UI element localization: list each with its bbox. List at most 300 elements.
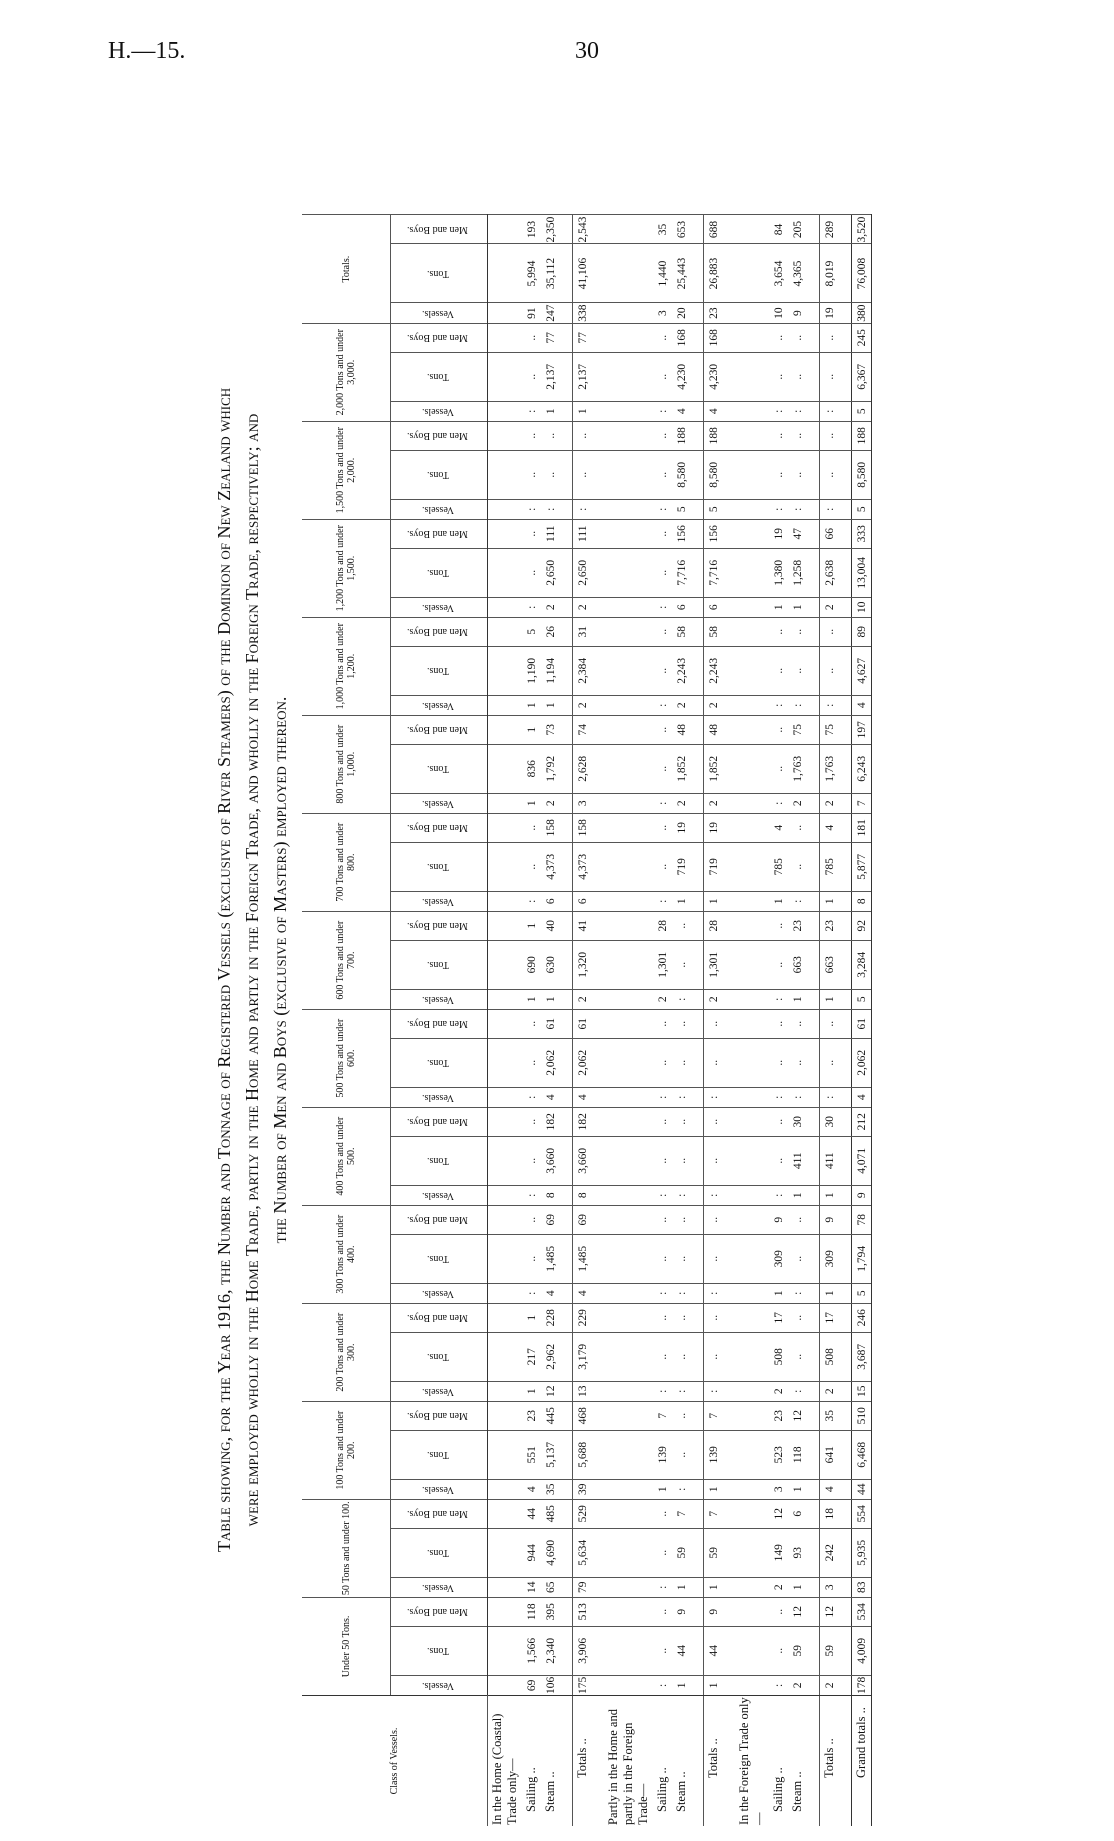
spacer-cell <box>723 1401 735 1430</box>
empty-cell <box>488 215 523 244</box>
table-cell: 26 <box>541 617 560 646</box>
table-cell: 245 <box>852 323 872 352</box>
spacer-cell <box>723 1479 735 1499</box>
spacer-cell <box>691 421 704 450</box>
size-group-header: 50 Tons and under 100. <box>302 1499 391 1597</box>
table-cell: 9 <box>788 303 807 323</box>
table-cell: 508 <box>769 1332 788 1381</box>
spacer-cell <box>807 1401 820 1430</box>
table-cell: .. <box>769 617 788 646</box>
sub-header-tons: Tons. <box>391 1234 488 1283</box>
table-cell: .. <box>522 1107 541 1136</box>
spacer-cell <box>560 1136 573 1185</box>
spacer-cell <box>691 1626 704 1675</box>
empty-cell <box>604 646 653 695</box>
table-cell: 76,008 <box>852 244 872 303</box>
spacer-cell <box>691 744 704 793</box>
table-cell: .. <box>672 1038 691 1087</box>
empty-cell <box>735 1479 769 1499</box>
table-cell: .. <box>788 323 807 352</box>
spacer-cell <box>691 1332 704 1381</box>
empty-cell <box>735 1303 769 1332</box>
spacer-cell <box>592 323 604 352</box>
spacer-cell <box>839 1205 852 1234</box>
spacer-cell <box>691 1205 704 1234</box>
sub-header-vessels: Vessels. <box>391 499 488 519</box>
spacer-cell <box>807 401 820 421</box>
table-cell: 44 <box>522 1499 541 1528</box>
spacer-cell <box>560 1499 573 1528</box>
spacer-cell <box>592 1479 604 1499</box>
table-cell: : <box>820 695 840 715</box>
spacer-cell <box>723 1577 735 1597</box>
spacer-cell <box>839 1185 852 1205</box>
spacer-cell <box>560 813 573 842</box>
empty-cell <box>604 695 653 715</box>
spacer-row <box>560 215 573 1826</box>
spacer-cell <box>807 1303 820 1332</box>
table-cell: 7 <box>852 793 872 813</box>
spacer-cell <box>723 1528 735 1577</box>
table-cell: 1 <box>522 911 541 940</box>
table-cell: 6,468 <box>852 1430 872 1479</box>
table-cell: .. <box>672 1332 691 1381</box>
table-cell: : <box>653 1381 672 1401</box>
spacer-cell <box>723 1675 735 1695</box>
spacer-cell <box>723 989 735 1009</box>
table-cell: 242 <box>820 1528 840 1577</box>
table-cell: 205 <box>788 215 807 244</box>
spacer-cell <box>691 989 704 1009</box>
spacer-cell <box>723 813 735 842</box>
empty-cell <box>735 1136 769 1185</box>
spacer-cell <box>592 1283 604 1303</box>
table-cell: 1 <box>788 597 807 617</box>
table-cell: 118 <box>522 1597 541 1626</box>
spacer-cell <box>807 244 820 303</box>
table-cell: : <box>672 989 691 1009</box>
table-cell: 118 <box>788 1430 807 1479</box>
spacer-cell <box>839 715 852 744</box>
spacer-cell <box>723 352 735 401</box>
sub-header-tons: Tons. <box>391 646 488 695</box>
spacer-cell <box>691 450 704 499</box>
sub-header-men-and-boys: Men and Boys. <box>391 1597 488 1626</box>
spacer-cell <box>691 1038 704 1087</box>
table-row <box>672 215 691 1826</box>
sub-header-tons: Tons. <box>391 940 488 989</box>
spacer-cell <box>807 1675 820 1695</box>
table-cell: 2,243 <box>704 646 724 695</box>
table-cell: .. <box>672 1303 691 1332</box>
sub-header-vessels: Vessels. <box>391 597 488 617</box>
table-cell: .. <box>704 1332 724 1381</box>
empty-cell <box>488 1381 523 1401</box>
sub-header-men-and-boys: Men and Boys. <box>391 1303 488 1332</box>
spacer-cell <box>839 421 852 450</box>
spacer-cell <box>560 1107 573 1136</box>
table-cell: 3,654 <box>769 244 788 303</box>
table-cell: .. <box>769 744 788 793</box>
table-cell: 59 <box>672 1528 691 1577</box>
table-cell: 10 <box>852 597 872 617</box>
table-cell: 2 <box>769 1381 788 1401</box>
table-cell: 6 <box>541 891 560 911</box>
table-cell: .. <box>788 450 807 499</box>
table-cell: .. <box>672 940 691 989</box>
table-cell: 1 <box>573 401 593 421</box>
sub-header-vessels: Vessels. <box>391 401 488 421</box>
table-cell: 4,373 <box>573 842 593 891</box>
table-cell: 3,520 <box>852 215 872 244</box>
empty-cell <box>735 1185 769 1205</box>
table-cell: 3,179 <box>573 1332 593 1381</box>
spacer-cell <box>592 1381 604 1401</box>
table-cell: : <box>820 401 840 421</box>
table-cell: 77 <box>573 323 593 352</box>
empty-cell <box>735 940 769 989</box>
table-cell: 1 <box>820 1185 840 1205</box>
spacer-cell <box>839 1136 852 1185</box>
page-number: 30 <box>575 38 599 64</box>
empty-cell <box>488 1087 523 1107</box>
spacer-cell <box>592 1430 604 1479</box>
empty-cell <box>735 215 769 244</box>
empty-cell <box>488 499 523 519</box>
table-cell: .. <box>704 1234 724 1283</box>
table-cell: 1,301 <box>704 940 724 989</box>
table-cell: 4 <box>820 813 840 842</box>
sub-header-tons: Tons. <box>391 1528 488 1577</box>
table-cell: 1 <box>522 1303 541 1332</box>
table-cell: .. <box>653 1234 672 1283</box>
size-group-header: 400 Tons and under 500. <box>302 1107 391 1205</box>
spacer-cell <box>839 1283 852 1303</box>
spacer-cell <box>807 1577 820 1597</box>
table-cell: : <box>541 499 560 519</box>
empty-cell <box>488 1597 523 1626</box>
spacer-cell <box>592 989 604 1009</box>
spacer-cell <box>592 519 604 548</box>
empty-cell <box>604 617 653 646</box>
table-cell: 4 <box>852 695 872 715</box>
spacer-cell <box>839 215 852 244</box>
table-cell: 663 <box>820 940 840 989</box>
empty-cell <box>735 1401 769 1430</box>
spacer-cell <box>592 421 604 450</box>
spacer-cell <box>592 1087 604 1107</box>
sub-header-vessels: Vessels. <box>391 891 488 911</box>
sub-header-tons: Tons. <box>391 352 488 401</box>
empty-cell <box>735 695 769 715</box>
table-cell: .. <box>704 1038 724 1087</box>
spacer-cell <box>691 1107 704 1136</box>
table-cell: 188 <box>672 421 691 450</box>
spacer-row <box>592 215 604 1826</box>
spacer-cell <box>807 715 820 744</box>
table-cell: : <box>788 401 807 421</box>
empty-cell <box>735 1283 769 1303</box>
table-cell: : <box>653 499 672 519</box>
table-cell: 6,367 <box>852 352 872 401</box>
table-cell: 5 <box>852 1283 872 1303</box>
table-cell: 12 <box>788 1597 807 1626</box>
table-cell: 73 <box>541 715 560 744</box>
spacer-cell <box>807 1479 820 1499</box>
table-cell: .. <box>672 1430 691 1479</box>
table-cell: 1 <box>653 1479 672 1499</box>
spacer-cell <box>592 1136 604 1185</box>
table-row <box>788 215 807 1826</box>
spacer-cell <box>807 1205 820 1234</box>
empty-cell <box>488 1430 523 1479</box>
grand-totals-row <box>852 215 872 1826</box>
table-cell: 178 <box>852 1675 872 1695</box>
table-cell: .. <box>788 352 807 401</box>
empty-cell <box>735 303 769 323</box>
table-cell: .. <box>704 1009 724 1038</box>
spacer-cell <box>691 1185 704 1205</box>
table-cell: 75 <box>820 715 840 744</box>
table-cell: 1,320 <box>573 940 593 989</box>
table-cell: 2,137 <box>541 352 560 401</box>
row-label: Sailing .. <box>522 1696 541 1827</box>
table-cell: 74 <box>573 715 593 744</box>
table-cell: 7 <box>704 1499 724 1528</box>
spacer-cell <box>560 695 573 715</box>
table-cell: .. <box>704 1205 724 1234</box>
table-cell: .. <box>653 1009 672 1038</box>
spacer-cell <box>592 1107 604 1136</box>
table-cell: 309 <box>820 1234 840 1283</box>
table-cell: 23 <box>704 303 724 323</box>
table-cell: .. <box>522 1038 541 1087</box>
size-group-header: 1,200 Tons and under 1,500. <box>302 519 391 617</box>
sub-header-vessels: Vessels. <box>391 989 488 1009</box>
spacer-cell <box>592 744 604 793</box>
spacer-cell <box>839 744 852 793</box>
table-cell: 5,994 <box>522 244 541 303</box>
spacer-cell <box>723 548 735 597</box>
sub-header-vessels: Vessels. <box>391 1283 488 1303</box>
table-cell: .. <box>522 1136 541 1185</box>
table-cell: .. <box>704 1303 724 1332</box>
spacer-cell <box>807 695 820 715</box>
table-row <box>522 215 541 1826</box>
spacer-cell <box>560 715 573 744</box>
row-label: Sailing .. <box>653 1696 672 1827</box>
spacer-cell <box>592 842 604 891</box>
spacer-cell <box>560 597 573 617</box>
table-cell: 35,112 <box>541 244 560 303</box>
empty-cell <box>735 1430 769 1479</box>
sub-header-tons: Tons. <box>391 744 488 793</box>
spacer-cell <box>839 352 852 401</box>
spacer-cell <box>723 421 735 450</box>
spacer-cell <box>723 450 735 499</box>
table-cell: 23 <box>769 1401 788 1430</box>
table-cell: : <box>522 499 541 519</box>
table-cell: 1 <box>541 695 560 715</box>
table-cell: 5 <box>852 499 872 519</box>
table-cell: 4,365 <box>788 244 807 303</box>
table-cell: .. <box>820 421 840 450</box>
empty-cell <box>735 1332 769 1381</box>
spacer-cell <box>723 1696 735 1827</box>
table-cell: : <box>653 1675 672 1695</box>
empty-cell <box>735 499 769 519</box>
spacer-cell <box>807 1107 820 1136</box>
table-cell: 2 <box>704 793 724 813</box>
table-cell: : <box>704 1381 724 1401</box>
table-cell: 9 <box>704 1597 724 1626</box>
table-cell: 1,440 <box>653 244 672 303</box>
table-cell: 6 <box>672 597 691 617</box>
table-cell: : <box>653 695 672 715</box>
table-cell: 149 <box>769 1528 788 1577</box>
spacer-cell <box>807 617 820 646</box>
empty-cell <box>488 989 523 1009</box>
empty-cell <box>735 1675 769 1695</box>
table-cell: 653 <box>672 215 691 244</box>
table-cell: 217 <box>522 1332 541 1381</box>
table-cell: 1 <box>541 989 560 1009</box>
empty-cell <box>488 695 523 715</box>
table-cell: 2 <box>653 989 672 1009</box>
table-cell: 2,384 <box>573 646 593 695</box>
empty-cell <box>604 940 653 989</box>
table-cell: .. <box>653 323 672 352</box>
table-cell: 4 <box>820 1479 840 1499</box>
table-cell: 2,062 <box>573 1038 593 1087</box>
size-group-header: 600 Tons and under 700. <box>302 911 391 1009</box>
table-cell: 188 <box>852 421 872 450</box>
table-cell: : <box>788 695 807 715</box>
empty-cell <box>604 1107 653 1136</box>
empty-cell <box>735 715 769 744</box>
empty-cell <box>735 646 769 695</box>
spacer-cell <box>807 1136 820 1185</box>
spacer-cell <box>560 940 573 989</box>
table-cell: : <box>704 1087 724 1107</box>
spacer-cell <box>560 244 573 303</box>
spacer-cell <box>592 1626 604 1675</box>
spacer-cell <box>691 352 704 401</box>
table-cell: 3,687 <box>852 1332 872 1381</box>
empty-cell <box>735 1626 769 1675</box>
row-label: Steam .. <box>788 1696 807 1827</box>
table-cell: 1 <box>769 597 788 617</box>
table-cell: 12 <box>541 1381 560 1401</box>
empty-cell <box>488 352 523 401</box>
table-cell: : <box>769 989 788 1009</box>
table-cell: 69 <box>522 1675 541 1695</box>
spacer-cell <box>691 499 704 519</box>
sub-header-men-and-boys: Men and Boys. <box>391 1009 488 1038</box>
spacer-cell <box>723 646 735 695</box>
title-line-2: were employed wholly in the Home Trade, partly in the Home and partly in the Foreign Trade, and wholly in the Foreign Trade, respectively; and <box>242 413 262 1527</box>
empty-cell <box>488 1136 523 1185</box>
spacer-cell <box>691 323 704 352</box>
sub-header-vessels: Vessels. <box>391 793 488 813</box>
table-cell: 66 <box>820 519 840 548</box>
sub-header-tons: Tons. <box>391 244 488 303</box>
table-cell: .. <box>653 744 672 793</box>
table-cell: 35 <box>653 215 672 244</box>
table-cell: : <box>653 1185 672 1205</box>
empty-cell <box>488 1401 523 1430</box>
table-cell: .. <box>541 421 560 450</box>
spacer-cell <box>691 1303 704 1332</box>
table-cell: 8,019 <box>820 244 840 303</box>
spacer-cell <box>560 1597 573 1626</box>
table-cell: 188 <box>704 421 724 450</box>
table-cell: .. <box>769 450 788 499</box>
spacer-cell <box>807 891 820 911</box>
sub-header-men-and-boys: Men and Boys. <box>391 421 488 450</box>
table-cell: : <box>672 1087 691 1107</box>
table-cell: 1,194 <box>541 646 560 695</box>
spacer-cell <box>691 1696 704 1827</box>
empty-cell <box>604 1185 653 1205</box>
table-cell: : <box>522 1185 541 1205</box>
table-cell: : <box>704 1283 724 1303</box>
empty-cell <box>488 1332 523 1381</box>
table-cell: 1 <box>704 1577 724 1597</box>
table-cell: .. <box>820 323 840 352</box>
spacer-cell <box>839 499 852 519</box>
table-cell: .. <box>788 842 807 891</box>
table-cell: .. <box>820 352 840 401</box>
table-cell: 4 <box>573 1087 593 1107</box>
sub-header-men-and-boys: Men and Boys. <box>391 1205 488 1234</box>
table-cell: 719 <box>672 842 691 891</box>
table-cell: 15 <box>852 1381 872 1401</box>
table-cell: : <box>522 1087 541 1107</box>
sub-header-men-and-boys: Men and Boys. <box>391 813 488 842</box>
spacer-cell <box>691 597 704 617</box>
empty-cell <box>604 715 653 744</box>
spacer-cell <box>723 1597 735 1626</box>
table-cell: 2 <box>672 793 691 813</box>
spacer-cell <box>723 793 735 813</box>
table-cell: .. <box>653 1626 672 1675</box>
spacer-cell <box>592 244 604 303</box>
empty-cell <box>604 1038 653 1087</box>
spacer-cell <box>723 401 735 421</box>
table-cell: .. <box>672 1136 691 1185</box>
table-cell: 4 <box>852 1087 872 1107</box>
spacer-cell <box>592 401 604 421</box>
sub-header-men-and-boys: Men and Boys. <box>391 617 488 646</box>
spacer-cell <box>560 215 573 244</box>
table-cell: 59 <box>820 1626 840 1675</box>
table-cell: 2 <box>573 989 593 1009</box>
table-cell: .. <box>522 1234 541 1283</box>
table-cell: 2 <box>541 793 560 813</box>
empty-cell <box>735 1038 769 1087</box>
spacer-cell <box>592 352 604 401</box>
spacer-cell <box>807 1234 820 1283</box>
empty-cell <box>735 597 769 617</box>
empty-cell <box>604 1401 653 1430</box>
spacer-cell <box>723 617 735 646</box>
sub-header-tons: Tons. <box>391 842 488 891</box>
table-cell: 89 <box>852 617 872 646</box>
table-cell: .. <box>653 715 672 744</box>
spacer-cell <box>560 1430 573 1479</box>
spacer-cell <box>592 1577 604 1597</box>
